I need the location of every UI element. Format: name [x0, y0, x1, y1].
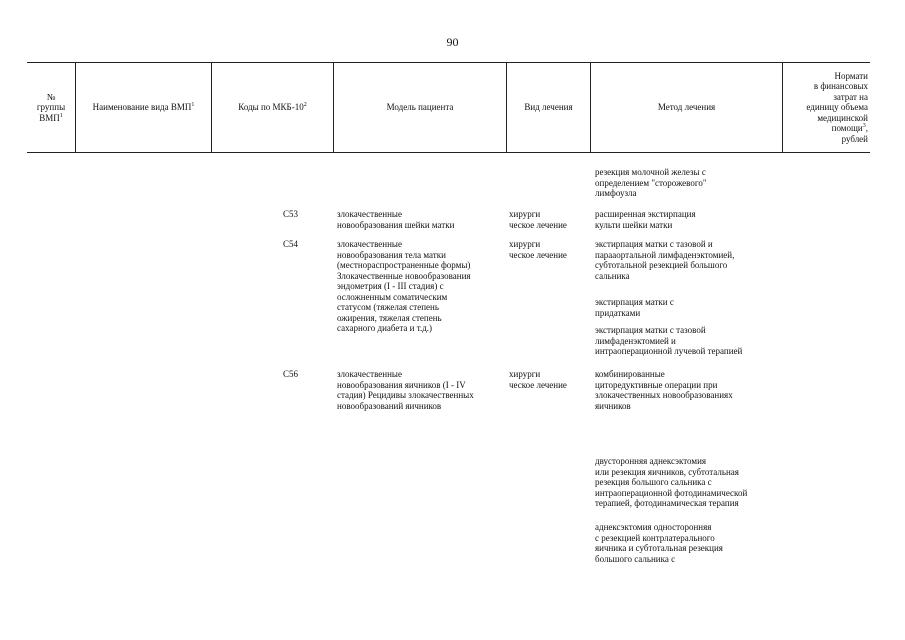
treatment-type-cell: хирурги ческое лечение [509, 369, 567, 390]
footnote-mark: 3 [862, 123, 866, 130]
treatment-method-cell: комбинированные циторедуктивные операции при злокачественных новообразованиях яичников [595, 369, 733, 411]
treatment-type-cell: хирурги ческое лечение [509, 209, 567, 230]
footnote-mark: 1 [59, 112, 63, 119]
header-vmp-name-text: Наименование вида ВМП [92, 102, 192, 113]
footnote-mark: 2 [303, 102, 307, 109]
header-treatment-method-text: Метод лечения [657, 102, 716, 113]
header-bottom-rule [27, 152, 870, 153]
header-group-number [27, 63, 75, 152]
header-financial-norm [783, 63, 870, 152]
patient-model-cell: злокачественные новообразования тела матки (местнораспространенные формы) Злокачественные новообразования эндометрия (I - III стадия) с осложненным соматическим статусом (тяжелая степень ожирения, тяжелая степень сахарного диабета и т.д.) [337, 239, 471, 333]
footnote-mark: 1 [191, 102, 195, 109]
header-vmp-name [76, 63, 211, 152]
mkb-code-cell: C56 [283, 369, 299, 379]
header-treatment-type-text: Вид лечения [524, 102, 573, 113]
treatment-method-cell: экстирпация матки с тазовой лимфаденэктомией и интраоперационной лучевой терапией [595, 325, 743, 356]
header-financial-norm-text: Нормати в финансовых затрат на единицу объема медицинской помощи [806, 70, 868, 134]
header-treatment-type [507, 63, 590, 152]
treatment-method-cell: экстирпация матки с тазовой и парааортальной лимфаденэктомией, субтотальной резекцией большого сальника [595, 239, 735, 281]
header-treatment-method [591, 63, 782, 152]
patient-model-cell: злокачественные новообразования яичников (I - IV стадия) Рецидивы злокачественных новообразований яичников [337, 369, 474, 411]
treatment-method-cell: резекция молочной железы с определением "сторожевого" лимфоузла [595, 167, 707, 198]
patient-model-cell: злокачественные новообразования шейки матки [337, 209, 455, 230]
mkb-code-cell: C54 [283, 239, 299, 249]
header-patient-model-text: Модель пациента [386, 102, 454, 113]
header-patient-model [334, 63, 506, 152]
treatment-method-cell: двусторонняя аднексэктомия или резекция яичников, субтотальная резекция большого сальника с интраоперационной фотодинамической терапией, фотодинамическая терапия [595, 456, 748, 508]
page-number: 90 [446, 35, 459, 49]
header-mkb-codes-text: Коды по МКБ-10 [238, 102, 304, 113]
treatment-method-cell: аднексэктомия односторонняя с резекцией контрлатерального яичника и субтотальная резекция большого сальника с [595, 522, 723, 564]
header-mkb-codes [212, 63, 333, 152]
mkb-code-cell: C53 [283, 209, 299, 219]
treatment-method-cell: экстирпация матки с придатками [595, 297, 674, 318]
treatment-method-cell: расширенная экстирпация культи шейки матки [595, 209, 696, 230]
treatment-type-cell: хирурги ческое лечение [509, 239, 567, 260]
header-financial-norm-tail: , рублей [841, 123, 868, 144]
header-group-text: № группы ВМП [36, 91, 66, 123]
